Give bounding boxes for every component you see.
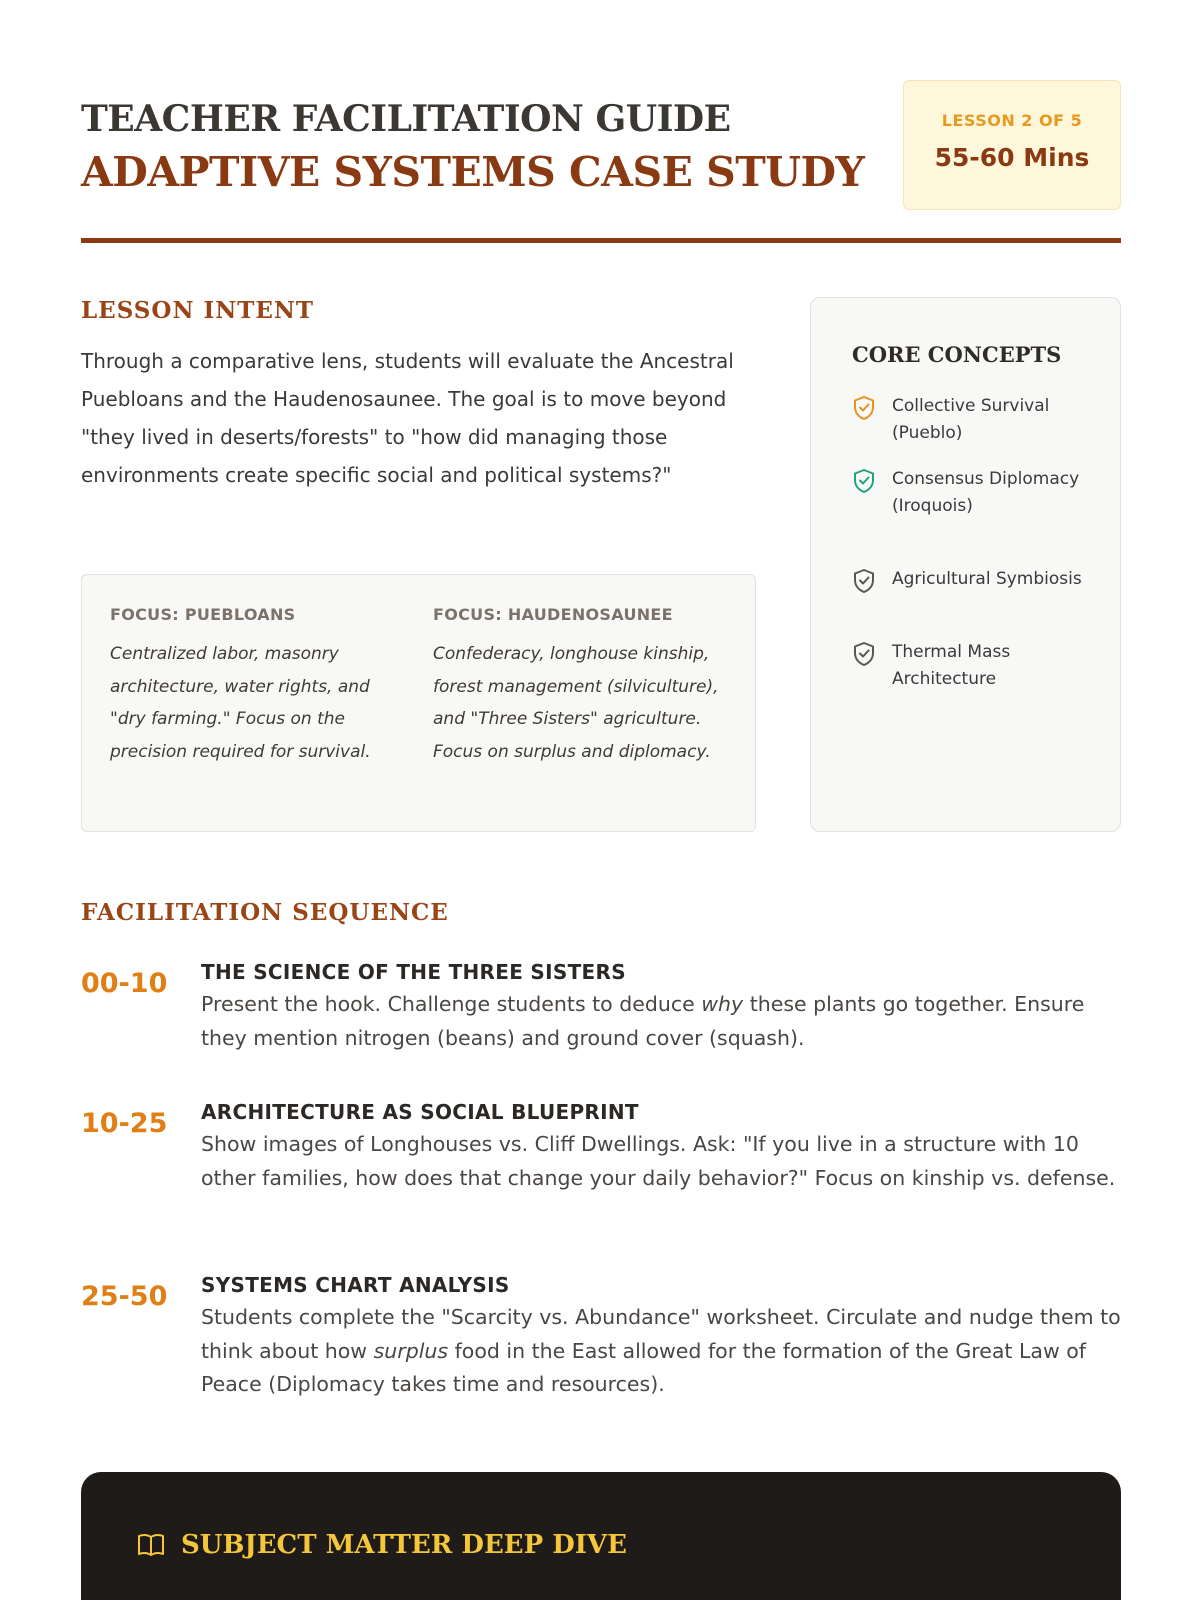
facilitation-sequence-heading: FACILITATION SEQUENCE bbox=[81, 899, 449, 926]
lesson-intent-heading: LESSON INTENT bbox=[81, 297, 315, 324]
shield-check-icon bbox=[852, 468, 876, 494]
core-concept-label: Consensus Diplomacy (Iroquois) bbox=[892, 469, 1080, 516]
page-title: ADAPTIVE SYSTEMS CASE STUDY bbox=[81, 148, 865, 196]
step-title: ARCHITECTURE AS SOCIAL BLUEPRINT bbox=[201, 1100, 639, 1124]
page-header bbox=[81, 80, 1121, 240]
deep-dive-title: SUBJECT MATTER DEEP DIVE bbox=[181, 1530, 627, 1560]
lesson-number: LESSON 2 OF 5 bbox=[941, 111, 1083, 130]
deep-dive-panel bbox=[81, 1472, 1121, 1600]
shield-check-icon bbox=[852, 641, 876, 667]
step-body: Show images of Longhouses vs. Cliff Dwellings. Ask: "If you live in a structure with 10 other families, how does that change your daily behavior?" Focus on kinship vs. defense. bbox=[201, 1132, 1116, 1190]
focus-panel bbox=[81, 574, 756, 832]
lesson-badge bbox=[903, 80, 1121, 210]
guide-eyebrow: TEACHER FACILITATION GUIDE bbox=[81, 98, 731, 140]
guide-page bbox=[81, 0, 1121, 1600]
step-time: 10-25 bbox=[81, 1108, 168, 1139]
book-open-icon bbox=[136, 1530, 166, 1560]
core-concept-label: Thermal Mass Architecture bbox=[892, 642, 1011, 689]
step-body: Present the hook. Challenge students to deduce why these plants go together. Ensure they mention nitrogen (beans) and ground cover (squash). bbox=[201, 992, 1085, 1050]
step-time: 25-50 bbox=[81, 1281, 168, 1312]
focus-text: Centralized labor, masonry architecture, water rights, and "dry farming." Focus on the precision required for survival. bbox=[110, 644, 371, 762]
step-time: 00-10 bbox=[81, 968, 168, 999]
lesson-intent-text: Through a comparative lens, students will evaluate the Ancestral Puebloans and the Haudenosaunee. The goal is to move beyond "they lived in deserts/forests" to "how did managing those environments create specific social and political systems?" bbox=[81, 349, 734, 487]
focus-haudenosaunee bbox=[433, 605, 733, 768]
step-title: THE SCIENCE OF THE THREE SISTERS bbox=[201, 960, 626, 984]
step-body: Students complete the "Scarcity vs. Abundance" worksheet. Circulate and nudge them to think about how surplus food in the East allowed for the formation of the Great Law of Peace (Diplomacy takes time and resources). bbox=[201, 1305, 1121, 1396]
header-divider bbox=[81, 238, 1121, 243]
core-concepts-card bbox=[810, 297, 1121, 832]
core-concepts-title: CORE CONCEPTS bbox=[852, 342, 1062, 367]
focus-label: FOCUS: HAUDENOSAUNEE bbox=[433, 605, 673, 624]
focus-puebloans bbox=[110, 605, 410, 768]
step-title: SYSTEMS CHART ANALYSIS bbox=[201, 1273, 510, 1297]
focus-label: FOCUS: PUEBLOANS bbox=[110, 605, 296, 624]
core-concept-label: Agricultural Symbiosis bbox=[892, 569, 1082, 589]
shield-check-icon bbox=[852, 568, 876, 594]
lesson-duration: 55-60 Mins bbox=[934, 143, 1090, 172]
focus-text: Confederacy, longhouse kinship, forest management (silviculture), and "Three Sisters" agriculture. Focus on surplus and diplomacy. bbox=[433, 644, 719, 762]
shield-check-icon bbox=[852, 395, 876, 421]
core-concept-label: Collective Survival (Pueblo) bbox=[892, 396, 1050, 443]
